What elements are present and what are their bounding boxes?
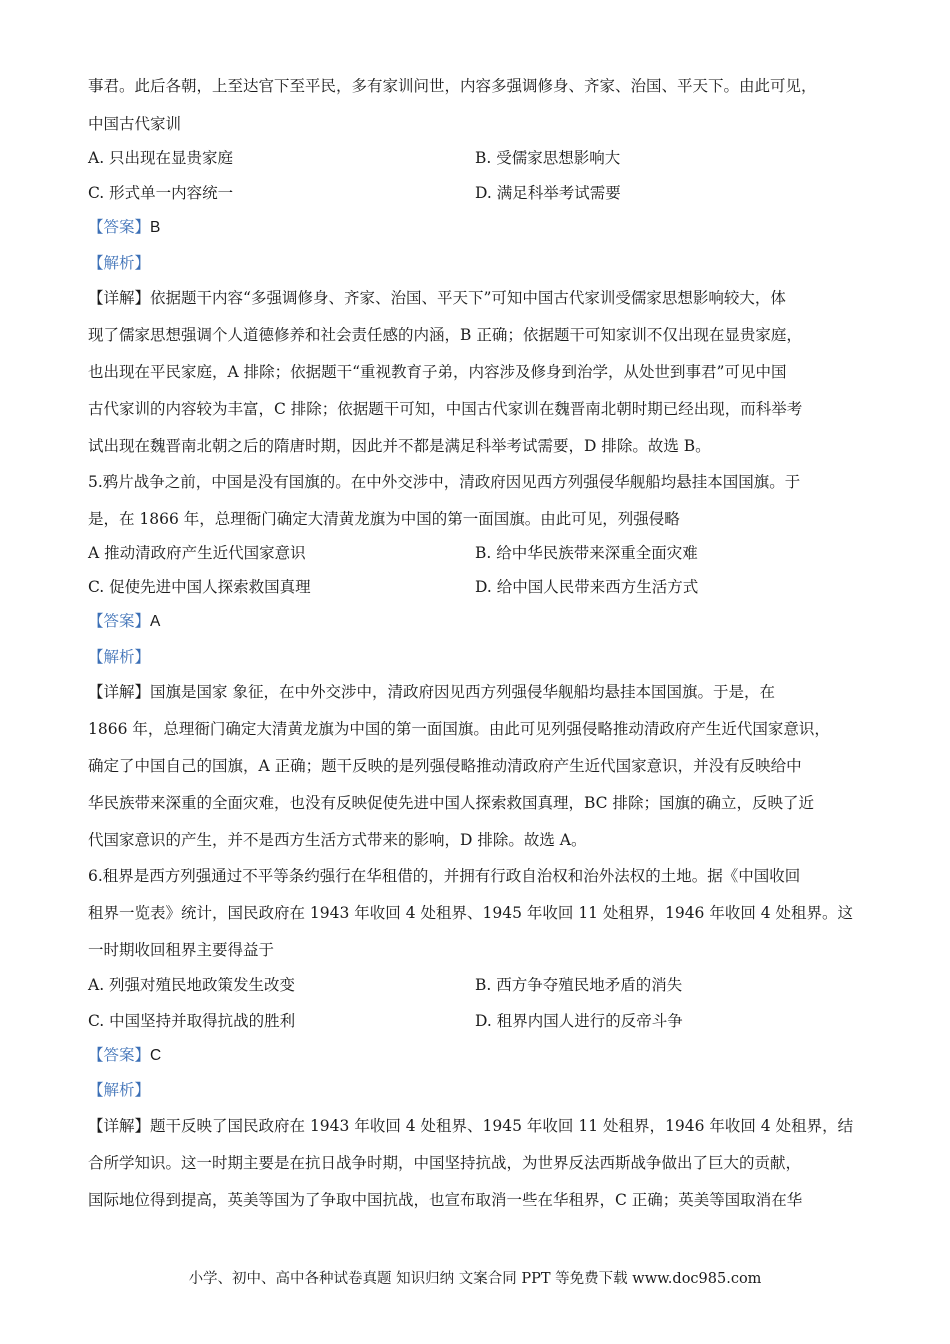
answer-value: B: [150, 219, 161, 236]
q6-stem-line: 一时期收回租界主要得益于: [88, 941, 275, 959]
q5-option-d: D. 给中国人民带来西方生活方式: [475, 578, 699, 596]
detail-tag: 【详解】: [88, 683, 151, 701]
q6-option-c: C. 中国坚持并取得抗战的胜利: [88, 1012, 296, 1030]
q6-answer: [88, 1043, 161, 1068]
q4-option-b: B. 受儒家思想影响大: [475, 149, 621, 167]
q5-detail-line: 1866 年，总理衙门确定大清黄龙旗为中国的第一面国旗。由此可见列强侵略推动清政府产生近代国家意识，: [88, 720, 830, 738]
q4-option-c: C. 形式单一内容统一: [88, 184, 234, 202]
q5-option-a: A 推动清政府产生近代国家意识: [88, 544, 306, 562]
q4-detail-line: [88, 286, 786, 310]
q6-stem-line: 租界一览表》统计，国民政府在 1943 年收回 4 处租界、1945 年收回 11 处租界，1946 年收回 4 处租界。这: [88, 904, 854, 922]
q5-answer: [88, 609, 160, 634]
q6-detail-line: 合所学知识。这一时期主要是在抗日战争时期，中国坚持抗战，为世界反法西斯战争做出了巨大的贡献，: [88, 1154, 802, 1172]
q5-analysis-tag: 【解析】: [88, 648, 151, 666]
q6-option-d: D. 租界内国人进行的反帝斗争: [475, 1012, 683, 1030]
q5-detail-line: 代国家意识的产生，并不是西方生活方式带来的影响，D 排除。故选 A。: [88, 831, 587, 849]
q5-detail-line: 确定了中国自己的国旗，A 正确；题干反映的是列强侵略推动清政府产生近代国家意识，并没有反映给中: [88, 757, 802, 775]
page-footer: 小学、初中、高中各种试卷真题 知识归纳 文案合同 PPT 等免费下载 www.doc985.com: [188, 1271, 762, 1287]
q4-stem-line: 中国古代家训: [88, 115, 182, 133]
q4-stem-line: 事君。此后各朝，上至达官下至平民，多有家训问世，内容多强调修身、齐家、治国、平天下。由此可见，: [88, 77, 817, 95]
q6-option-b: B. 西方争夺殖民地矛盾的消失: [475, 976, 683, 994]
q4-answer: [88, 215, 160, 240]
q4-detail-line: 也出现在平民家庭，A 排除；依据题干“重视教育子弟，内容涉及修身到治学，从处世到事君”可见中国: [88, 363, 787, 381]
q4-option-a: A. 只出现在显贵家庭: [88, 149, 234, 167]
q5-stem-line: 5.鸦片战争之前，中国是没有国旗的。在中外交涉中，清政府因见西方列强侵华舰船均悬挂本国国旗。于: [88, 473, 801, 491]
q5-option-c: C. 促使先进中国人探索救国真理: [88, 578, 311, 596]
q4-analysis-tag: 【解析】: [88, 254, 151, 272]
detail-text: 国旗是国家 象征，在中外交涉中，清政府因见西方列强侵华舰船均悬挂本国国旗。于是，在: [150, 683, 775, 701]
q6-analysis-tag: 【解析】: [88, 1081, 151, 1099]
detail-tag: 【详解】: [88, 289, 151, 307]
q5-stem-line: 是，在 1866 年，总理衙门确定大清黄龙旗为中国的第一面国旗。由此可见，列强侵略: [88, 510, 680, 528]
q4-option-d: D. 满足科举考试需要: [475, 184, 621, 202]
detail-tag: 【详解】: [88, 1117, 151, 1135]
q6-option-a: A. 列强对殖民地政策发生改变: [88, 976, 296, 994]
q4-detail-line: 现了儒家思想强调个人道德修养和社会责任感的内涵，B 正确；依据题干可知家训不仅出现在显贵家庭，: [88, 326, 802, 344]
q6-stem-line: 6.租界是西方列强通过不平等条约强行在华租借的，并拥有行政自治权和治外法权的土地。据《中国收回: [88, 867, 801, 885]
q5-detail-line: [88, 680, 775, 704]
q5-option-b: B. 给中华民族带来深重全面灾难: [475, 544, 698, 562]
answer-tag: 【答案】: [88, 218, 151, 236]
answer-tag: 【答案】: [88, 612, 151, 630]
answer-value: A: [150, 613, 161, 630]
detail-text: 依据题干内容“多强调修身、齐家、治国、平天下”可知中国古代家训受儒家思想影响较大，体: [150, 289, 786, 307]
answer-tag: 【答案】: [88, 1046, 151, 1064]
q6-detail-line: [88, 1114, 853, 1138]
q5-detail-line: 华民族带来深重的全面灾难，也没有反映促使先进中国人探索救国真理，BC 排除；国旗的确立，反映了近: [88, 794, 814, 812]
q4-detail-line: 试出现在魏晋南北朝之后的隋唐时期，因此并不都是满足科举考试需要，D 排除。故选 B。: [88, 437, 711, 455]
detail-text: 题干反映了国民政府在 1943 年收回 4 处租界、1945 年收回 11 处租界，1946 年收回 4 处租界，结: [150, 1117, 854, 1135]
answer-value: C: [150, 1047, 162, 1064]
q6-detail-line: 国际地位得到提高，英美等国为了争取中国抗战，也宣布取消一些在华租界，C 正确；英美等国取消在华: [88, 1191, 803, 1209]
q4-detail-line: 古代家训的内容较为丰富，C 排除；依据题干可知，中国古代家训在魏晋南北朝时期已经出现，而科举考: [88, 400, 803, 418]
